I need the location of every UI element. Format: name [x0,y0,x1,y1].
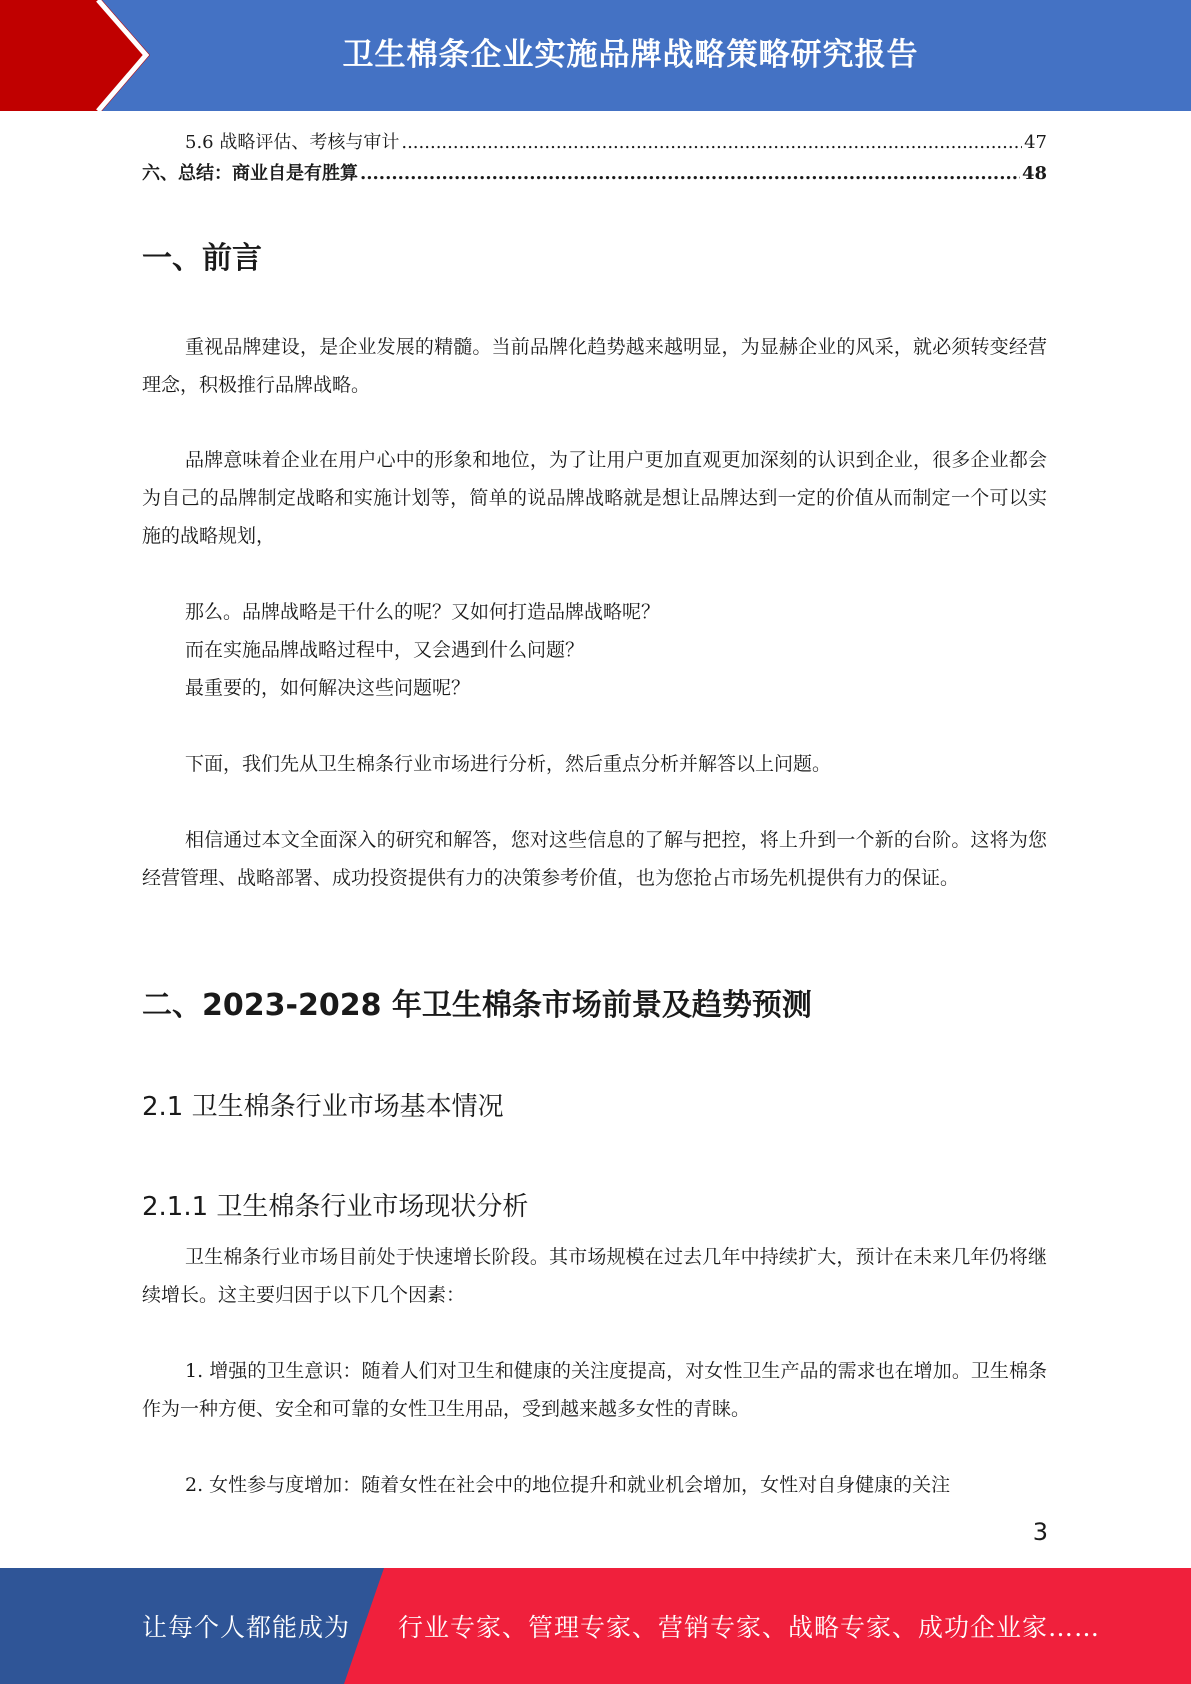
paragraph: 2. 女性参与度增加：随着女性在社会中的地位提升和就业机会增加，女性对自身健康的关注 [185,1474,951,1496]
paragraph: 品牌意味着企业在用户心中的形象和地位，为了让用户更加直观更加深刻的认识到企业，很多企业都会为自己的品牌制定战略和实施计划等，简单的说品牌战略就是想让品牌达到一定的价值从而制定一个可以实施的战略规划， [142,449,1047,547]
paragraph: 卫生棉条行业市场目前处于快速增长阶段。其市场规模在过去几年中持续扩大，预计在未来几年仍将继续增长。这主要归因于以下几个因素： [142,1246,1047,1306]
report-title: 卫生棉条企业实施品牌战略策略研究报告 [342,36,919,73]
toc-leader [401,131,1022,155]
section-heading-preface: 一、前言 [142,241,262,276]
paragraph: 1. 增强的卫生意识：随着人们对卫生和健康的关注度提高，对女性卫生产品的需求也在增加。卫生棉条作为一种方便、安全和可靠的女性卫生用品，受到越来越多女性的青睐。 [142,1360,1047,1420]
page-number: 3 [1032,1518,1048,1546]
footer-banner [0,1568,1191,1684]
paragraph: 重视品牌建设，是企业发展的精髓。当前品牌化趋势越来越明显，为显赫企业的风采，就必须转变经营理念，积极推行品牌战略。 [142,336,1047,396]
footer-slogan-left: 让每个人都能成为 [142,1613,351,1642]
question-line: 最重要的，如何解决这些问题呢？ [185,677,471,699]
header-banner [0,0,1191,111]
subsection-heading: 2.1 卫生棉条行业市场基本情况 [142,1092,504,1122]
subsection-heading: 2.1.1 卫生棉条行业市场现状分析 [142,1192,529,1222]
question-line: 那么。品牌战略是干什么的呢？又如何打造品牌战略呢？ [185,601,661,623]
paragraph: 下面，我们先从卫生棉条行业市场进行分析，然后重点分析并解答以上问题。 [185,753,832,775]
toc-entry-page: 47 [1024,132,1047,153]
toc-entry-page: 48 [1021,163,1047,184]
section-heading-market-forecast: 二、2023-2028 年卫生棉条市场前景及趋势预测 [142,988,812,1023]
toc-entry[interactable] [142,162,1047,186]
toc-leader [360,162,1020,186]
toc-entry-label: 六、总结：商业自是有胜算 [142,163,358,184]
paragraph: 相信通过本文全面深入的研究和解答，您对这些信息的了解与把控，将上升到一个新的台阶。这将为您经营管理、战略部署、成功投资提供有力的决策参考价值，也为您抢占市场先机提供有力的保证。 [142,829,1047,889]
footer-slogan-right: 行业专家、管理专家、营销专家、战略专家、成功企业家…… [398,1613,1101,1642]
toc-entry-label: 5.6 战略评估、考核与审计 [185,132,400,153]
toc-entry[interactable] [142,131,1047,155]
question-line: 而在实施品牌战略过程中，又会遇到什么问题？ [185,639,585,661]
